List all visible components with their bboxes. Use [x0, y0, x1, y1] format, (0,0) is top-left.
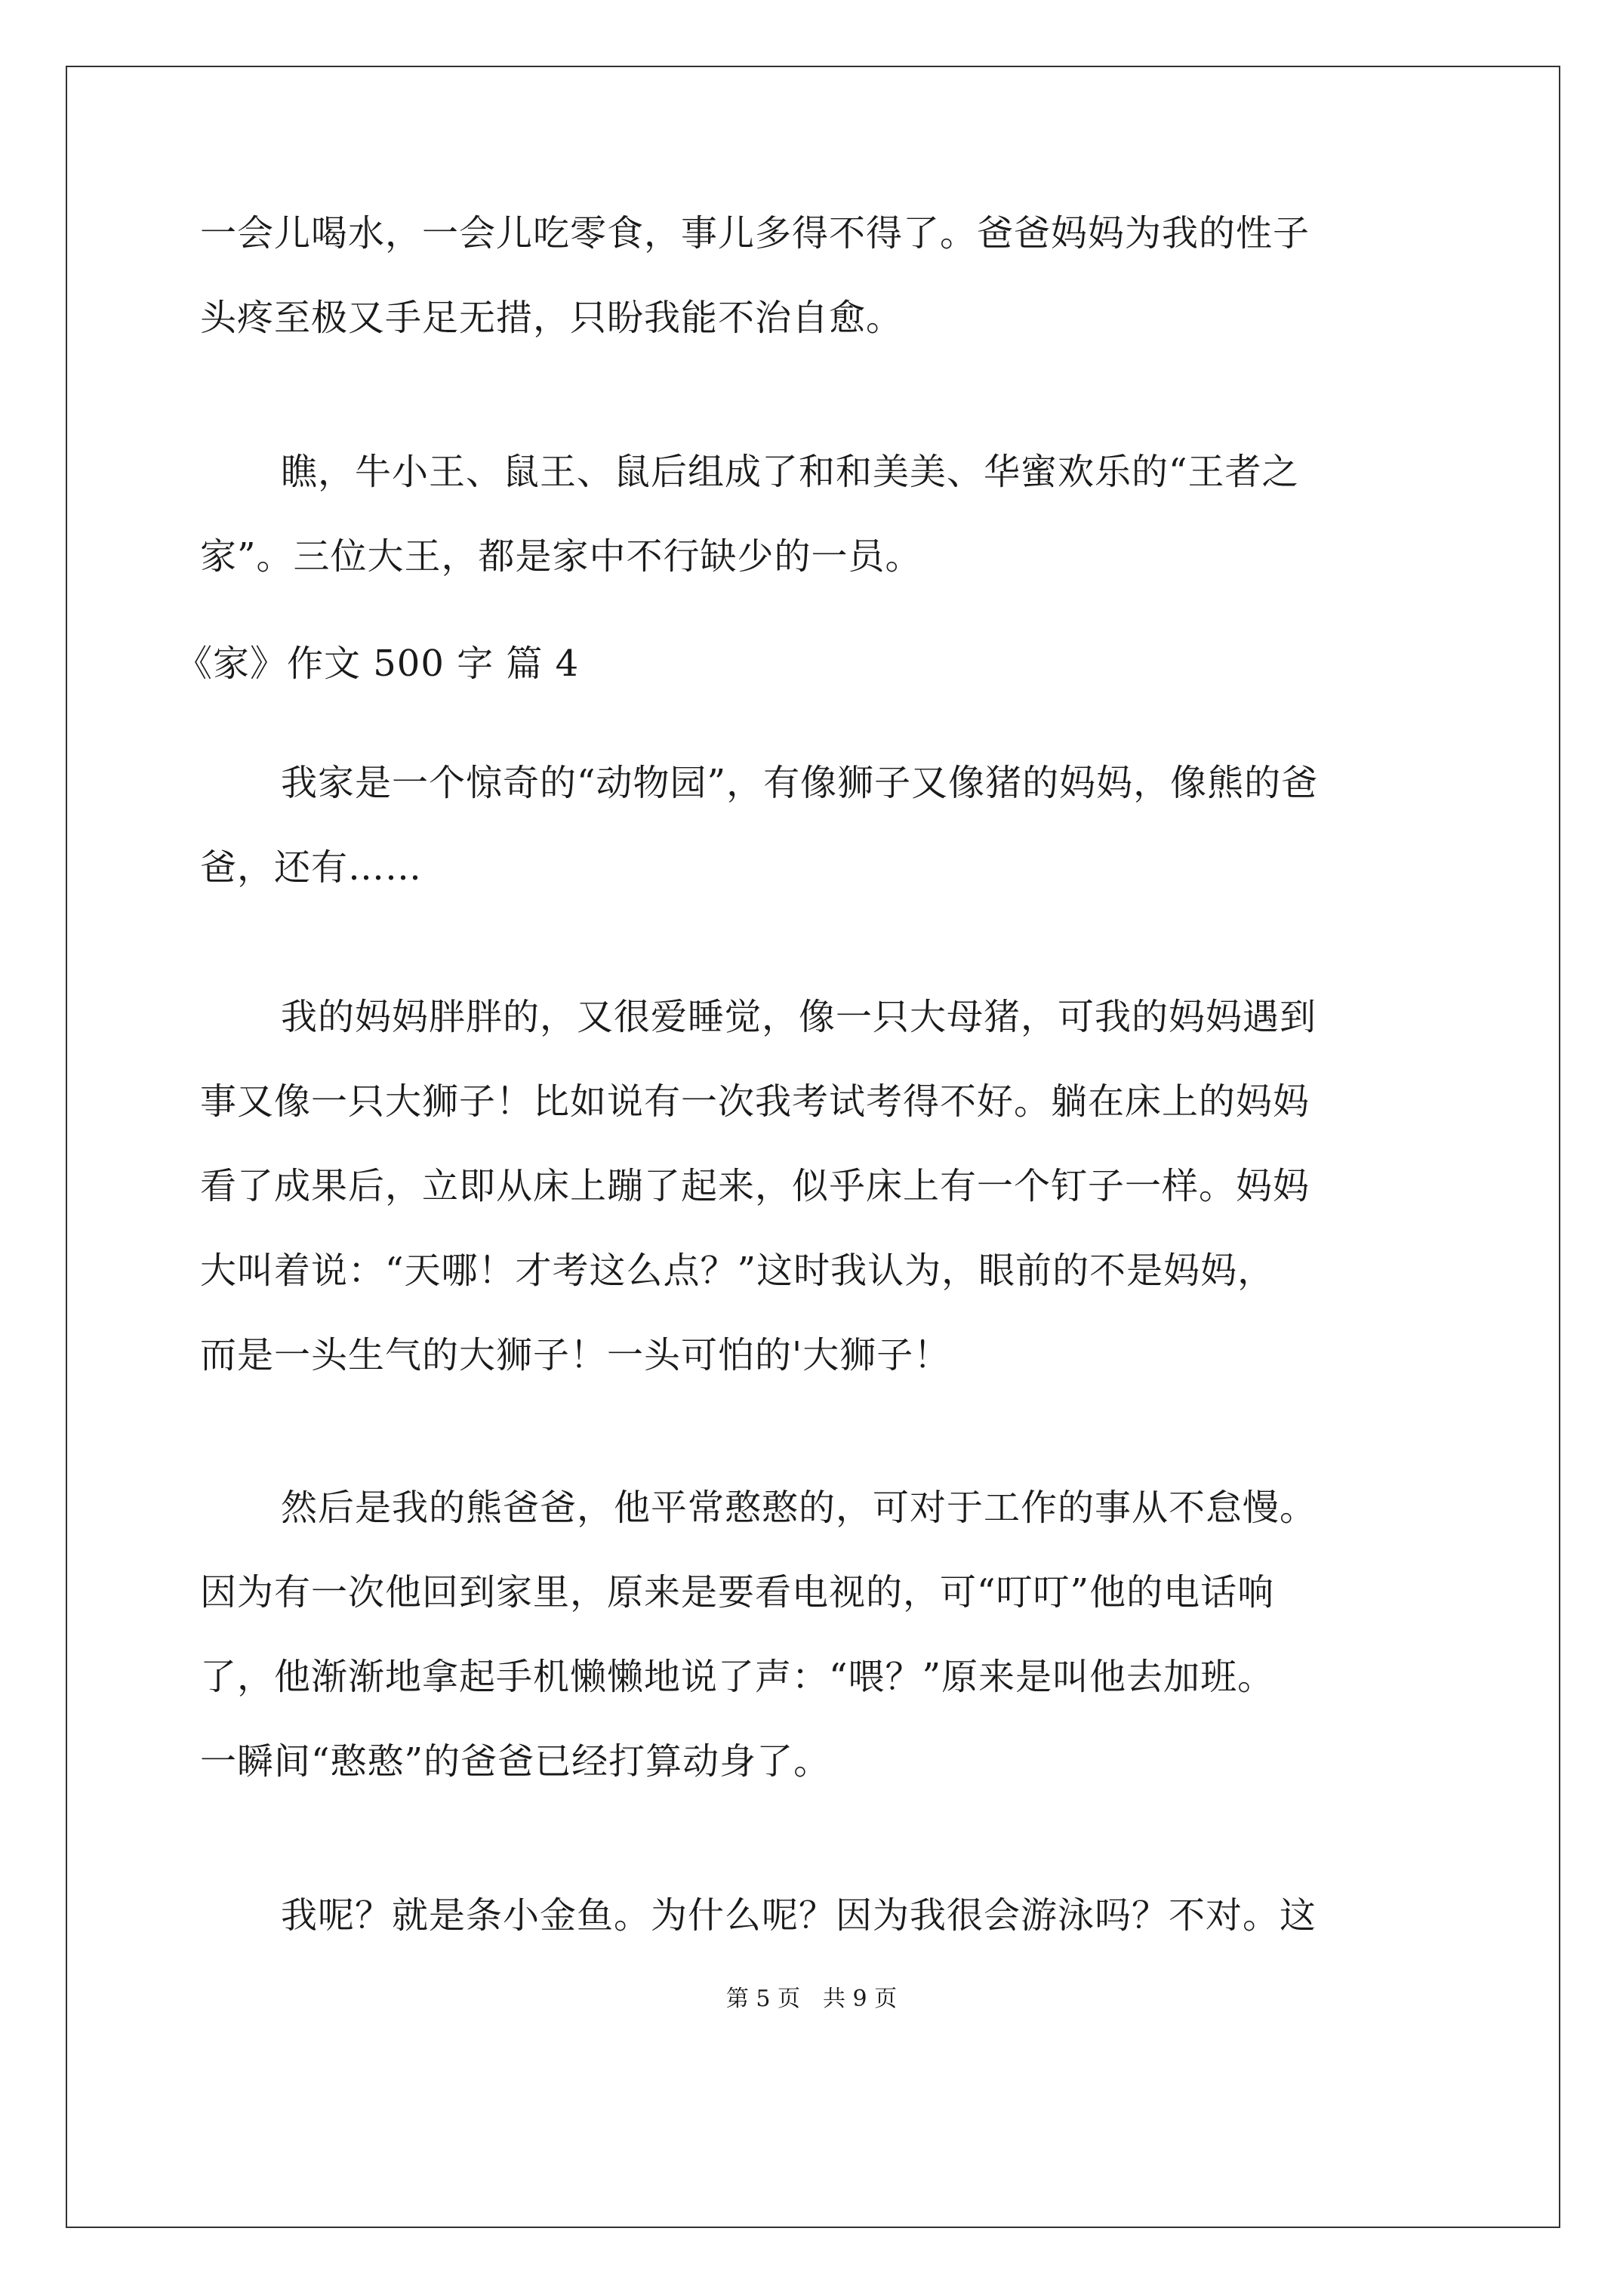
page-number: 第 5 页 共 9 页 — [725, 1986, 898, 2012]
text-line: 而是一头生气的大狮子！一头可怕的'大狮子！ — [200, 1334, 951, 1376]
text-line: 因为有一次他回到家里，原来是要看电视的，可“叮叮”他的电话响 — [200, 1571, 1275, 1613]
text-line: 瞧，牛小王、鼠王、鼠后组成了和和美美、华蜜欢乐的“王者之 — [281, 451, 1299, 493]
text-line: 看了成果后，立即从床上蹦了起来，似乎床上有一个钉子一样。妈妈 — [200, 1165, 1310, 1207]
text-line: 了，他渐渐地拿起手机懒懒地说了声：“喂？”原来是叫他去加班。 — [200, 1656, 1275, 1698]
text-line: 一会儿喝水，一会儿吃零食，事儿多得不得了。爸爸妈妈为我的性子 — [200, 212, 1310, 254]
section-heading: 《家》作文 500 字 篇 4 — [176, 643, 580, 685]
text-line: 我家是一个惊奇的“动物园”，有像狮子又像猪的妈妈，像熊的爸 — [281, 762, 1319, 804]
text-line: 爸，还有…… — [200, 846, 423, 889]
text-line: 头疼至极又手足无措，只盼我能不治自愈。 — [200, 297, 904, 339]
text-line: 一瞬间“憨憨”的爸爸已经打算动身了。 — [200, 1740, 831, 1783]
text-line: 我的妈妈胖胖的，又很爱睡觉，像一只大母猪，可我的妈妈遇到 — [281, 996, 1317, 1038]
text-line: 我呢？就是条小金鱼。为什么呢？因为我很会游泳吗？不对。这 — [281, 1894, 1317, 1937]
text-line: 家”。三位大王，都是家中不行缺少的一员。 — [200, 535, 922, 578]
text-line: 事又像一只大狮子！比如说有一次我考试考得不好。躺在床上的妈妈 — [200, 1080, 1310, 1123]
text-line: 然后是我的熊爸爸，他平常憨憨的，可对于工作的事从不怠慢。 — [281, 1487, 1317, 1529]
text-line: 大叫着说：“天哪！才考这么点？”这时我认为，眼前的不是妈妈， — [200, 1250, 1275, 1292]
